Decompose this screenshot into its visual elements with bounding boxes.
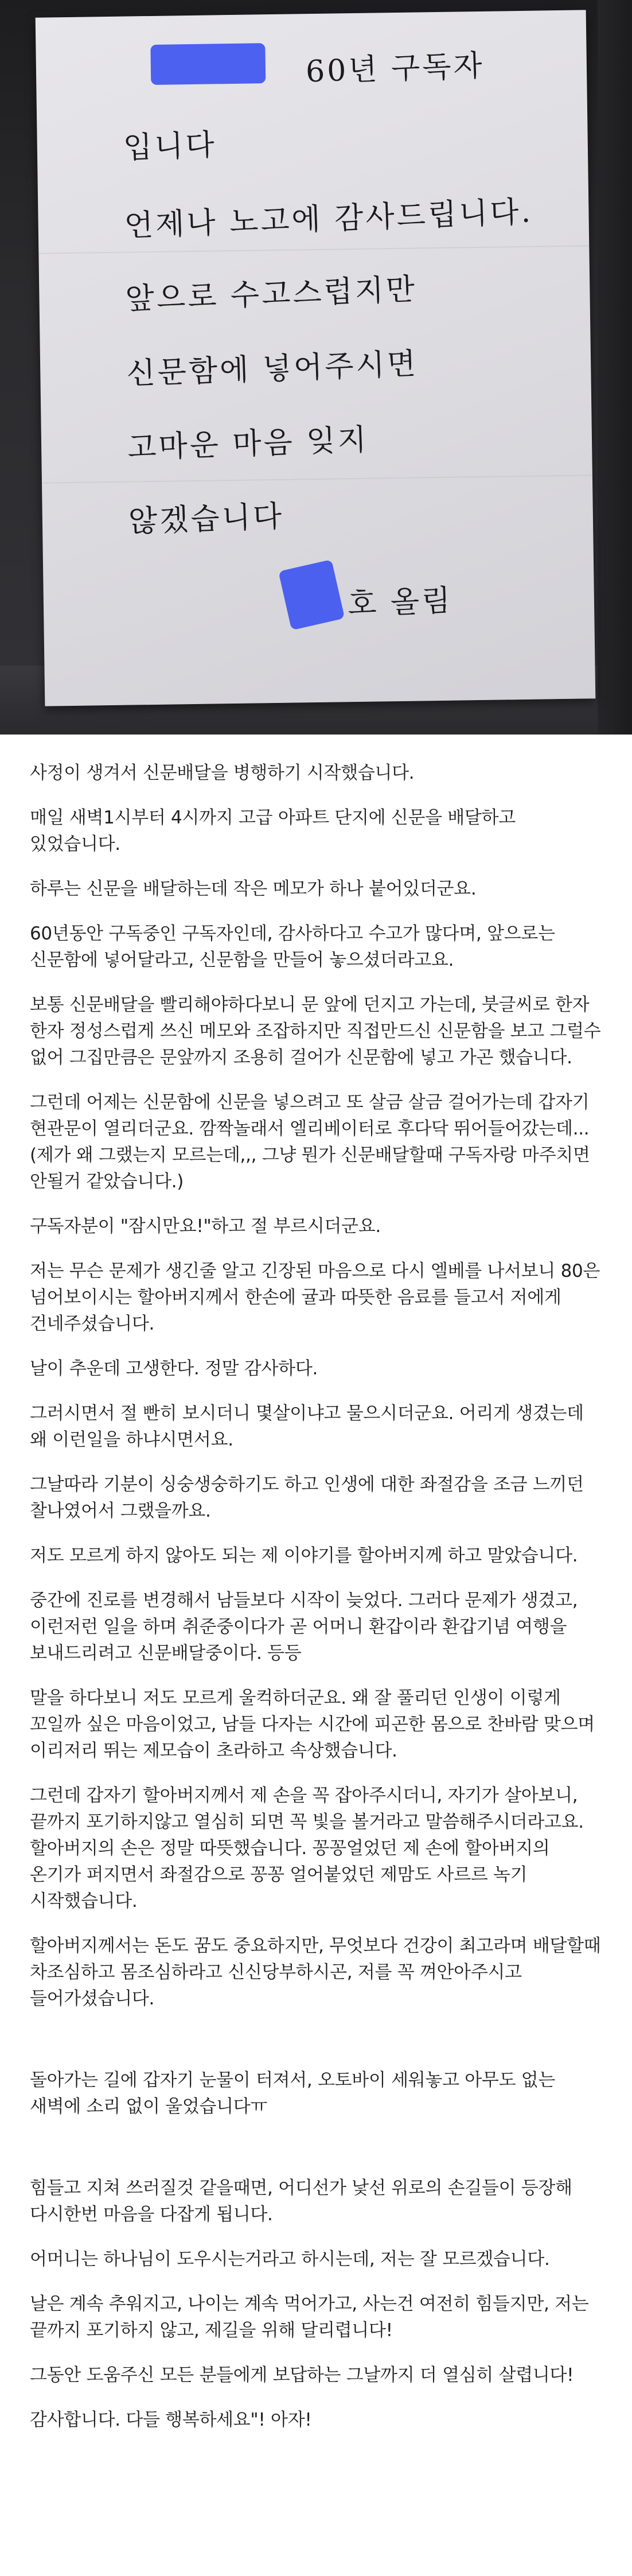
handwritten-note-photo	[0, 0, 632, 735]
redacted-signature-mark	[278, 560, 345, 630]
background-wall	[598, 0, 632, 735]
story-paragraph: 보통 신문배달을 빨리해야하다보니 문 앞에 던지고 가는데, 붓글씨로 한자 한자 정성스럽게 쓰신 메모와 조잡하지만 직접만드신 신문함을 보고 그럴수 없어 그집만큼은 문앞까지 조용히 걸어가 신문함에 넣고 가곤 했습니다.	[30, 994, 601, 1068]
note-line-1: 60년 구독자	[305, 48, 485, 90]
note-line-4: 앞으로 수고스럽지만	[124, 272, 418, 317]
story-paragraph: 그런데 갑자기 할아버지께서 제 손을 꼭 잡아주시더니, 자기가 살아보니, 끝까지 포기하지않고 열심히 되면 꼭 빛을 볼거라고 말씀해주시더라고요. 할아버지의 손은 정말 따뜻했습니다. 꽁꽁얼었던 제 손에 할아버지의 온기가 퍼지면서 좌절감으로 꽁꽁 얼어붙었던 제맘도 사르르 녹기 시작했습니다.	[30, 1785, 584, 1911]
story-paragraph: 힘들고 지쳐 쓰러질것 같을때면, 어디선가 낯선 위로의 손길들이 등장해 다시한번 마음을 다잡게 됩니다.	[30, 2178, 572, 2225]
note-line-2: 입니다	[122, 127, 217, 166]
story-paragraph: 날은 계속 추워지고, 나이는 계속 먹어가고, 사는건 여전히 힘들지만, 저는 끝까지 포기하지 않고, 제길을 위해 달리렵니다!	[30, 2294, 589, 2341]
redacted-name-mark	[150, 43, 266, 85]
story-paragraph: 말을 하다보니 저도 모르게 울컥하더군요. 왜 잘 풀리던 인생이 이렇게 꼬일까 싶은 마음이었고, 남들 다자는 시간에 피곤한 몸으로 찬바람 맞으며 이리저리 뛰는 제모습이 초라하고 속상했습니다.	[30, 1688, 595, 1761]
story-paragraph: 그동안 도움주신 모든 분들에게 보답하는 그날까지 더 열심히 살렵니다!	[30, 2365, 574, 2385]
note-line-5: 신문함에 넣어주시면	[126, 347, 419, 391]
story-paragraph: 사정이 생겨서 신문배달을 병행하기 시작했습니다.	[30, 763, 415, 783]
note-line-7: 않겠습니다	[128, 499, 285, 539]
story-paragraph: 돌아가는 길에 갑자기 눈물이 터져서, 오토바이 세워놓고 아무도 없는 새벽에 소리 없이 울었습니다ㅠ	[30, 2070, 556, 2117]
note-paper	[36, 10, 596, 706]
story-paragraph: 구독자분이 "잠시만요!"하고 절 부르시더군요.	[30, 1216, 381, 1237]
note-line-6: 고마운 마음 잊지	[127, 422, 369, 465]
paper-crease	[38, 245, 589, 254]
story-paragraph: 매일 새벽1시부터 4시까지 고급 아파트 단지에 신문을 배달하고 있었습니다.	[30, 807, 516, 854]
paper-crease	[42, 475, 592, 483]
story-body	[0, 735, 632, 2433]
story-paragraph: 저도 모르게 하지 않아도 되는 제 이야기를 할아버지께 하고 말았습니다.	[30, 1545, 578, 1566]
story-paragraph: 그러시면서 절 빤히 보시더니 몇살이냐고 물으시더군요. 어리게 생겼는데 왜 이런일을 하냐시면서요.	[30, 1403, 584, 1450]
story-paragraph: 감사합니다. 다들 행복하세요"! 아자!	[30, 2410, 312, 2430]
story-paragraph: 그날따라 기분이 싱숭생숭하기도 하고 인생에 대한 좌절감을 조금 느끼던 찰나였어서 그랬을까요.	[30, 1474, 584, 1521]
story-paragraph: 60년동안 구독중인 구독자인데, 감사하다고 수고가 많다며, 앞으로는 신문함에 넣어달라고, 신문함을 만들어 놓으셨더라고요.	[30, 923, 555, 970]
story-paragraph: 중간에 진로를 변경해서 남들보다 시작이 늦었다. 그러다 문제가 생겼고, 이런저런 일을 하며 취준중이다가 곧 어머니 환갑이라 환갑기념 여행을 보내드리려고 신문배달중이다. 등등	[30, 1590, 578, 1664]
story-paragraph: 그런데 어제는 신문함에 신문을 넣으려고 또 살금 살금 걸어가는데 갑자기 현관문이 열리더군요. 깜짝놀래서 엘리베이터로 후다닥 뛰어들어갔는데...(제가 왜 그랬는지 모르는데,,, 그냥 뭔가 신문배달할때 구독자랑 마주치면 안될거 같았습니다.)	[30, 1092, 590, 1192]
story-paragraph: 날이 추운데 고생한다. 정말 감사하다.	[30, 1358, 318, 1379]
story-paragraph: 하루는 신문을 배달하는데 작은 메모가 하나 붙어있더군요.	[30, 879, 477, 899]
story-paragraph: 할아버지께서는 돈도 꿈도 중요하지만, 무엇보다 건강이 최고라며 배달할때 차조심하고 몸조심하라고 신신당부하시곤, 저를 꼭 껴안아주시고 들어가셨습니다.	[30, 1936, 601, 2009]
story-paragraph: 어머니는 하나님이 도우시는거라고 하시는데, 저는 잘 모르겠습니다.	[30, 2249, 550, 2270]
note-signature: 호 올림	[347, 583, 454, 622]
note-line-3: 언제나 노고에 감사드립니다.	[123, 195, 533, 244]
story-paragraph: 저는 무슨 문제가 생긴줄 알고 긴장된 마음으로 다시 엘베를 나서보니 80은 넘어보이시는 할아버지께서 한손에 귤과 따뜻한 음료를 들고서 저에게 건네주셨습니다.	[30, 1261, 600, 1334]
